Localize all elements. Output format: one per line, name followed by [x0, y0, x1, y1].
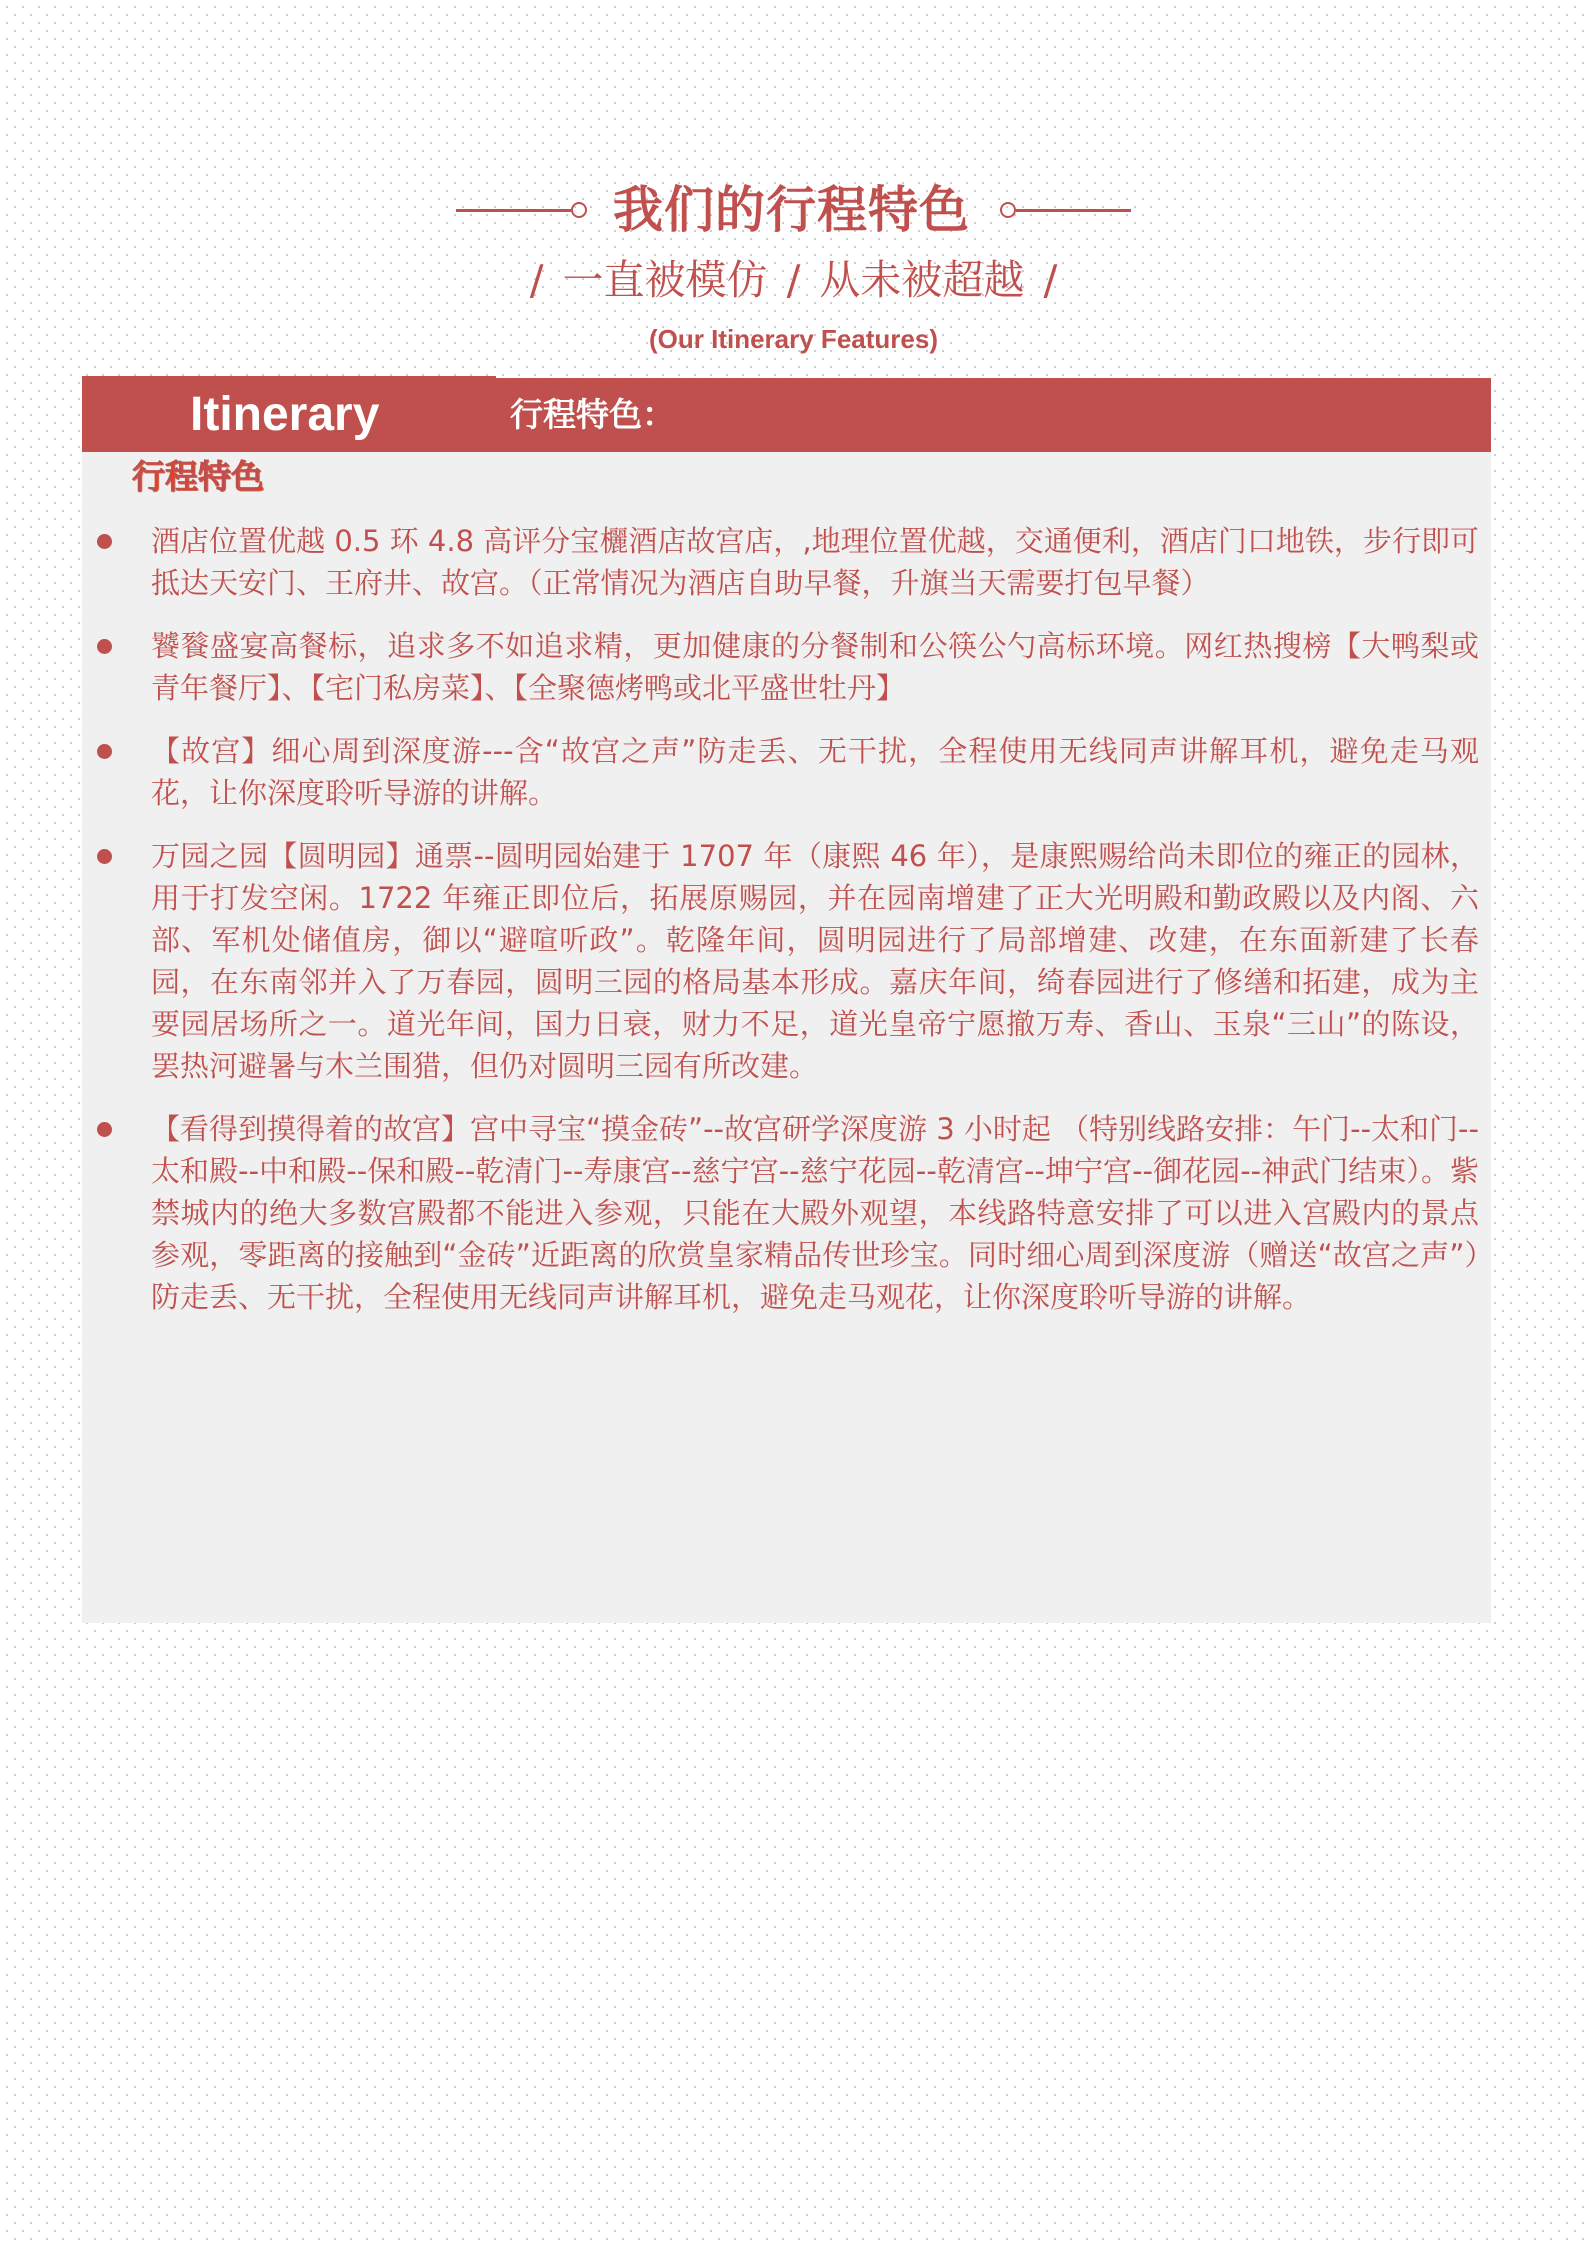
page-title-row	[0, 178, 1587, 242]
section-label: 行程特色	[132, 457, 264, 496]
circle-icon-right	[1000, 202, 1016, 218]
decorative-line-right	[1016, 209, 1131, 212]
circle-icon-left	[571, 202, 587, 218]
feature-list	[82, 520, 1491, 1339]
page-title: 我们的行程特色	[613, 181, 970, 239]
feature-text: 【看得到摸得着的故宫】宫中寻宝“摸金砖”--故宫研学深度游 3 小时起 （特别线路安排：午门--太和门--太和殿--中和殿--保和殿--乾清门--寿康宫--慈宁宫--慈宁花园--乾清宫--坤宁宫--御花园--神武门结束）。紫禁城内的绝大多数宫殿都不能进入参观，只能在大殿外观望，本线路特意安排了可以进入宫殿内的景点参观，零距离的接触到“金砖”近距离的欣赏皇家精品传世珍宝。同时细心周到深度游（赠送“故宫之声”）防走丢、无干扰，全程使用无线同声讲解耳机，避免走马观花，让你深度聆听导游的讲解。	[151, 1112, 1479, 1314]
bullet-dot-icon	[97, 639, 112, 654]
feature-text: 饕餮盛宴高餐标，追求多不如追求精，更加健康的分餐制和公筷公勺高标环境。网红热搜榜【大鸭梨或青年餐厅】、【宅门私房菜】、【全聚德烤鸭或北平盛世牡丹】	[151, 629, 1479, 705]
bullet-dot-icon	[97, 849, 112, 864]
itinerary-panel	[82, 378, 1491, 1623]
page-subtitle-english: (Our Itinerary Features)	[649, 324, 938, 354]
list-item	[82, 1108, 1491, 1318]
feature-text: 【故宫】细心周到深度游---含“故宫之声”防走丢、无干扰，全程使用无线同声讲解耳机，避免走马观花，让你深度聆听导游的讲解。	[151, 734, 1479, 810]
page-subtitle: / 一直被模仿 / 从未被超越 /	[529, 256, 1058, 304]
panel-header-english: Itinerary	[190, 388, 380, 441]
feature-text: 万园之园【圆明园】通票--圆明园始建于 1707 年（康熙 46 年），是康熙赐给尚未即位的雍正的园林，用于打发空闲。1722 年雍正即位后，拓展原赐园，并在园南增建了正大光明殿和勤政殿以及内阁、六部、军机处储值房，御以“避喧听政”。乾隆年间，圆明园进行了局部增建、改建，在东面新建了长春园，在东南邻并入了万春园，圆明三园的格局基本形成。嘉庆年间，绮春园进行了修缮和拓建，成为主要园居场所之一。道光年间，国力日衰，财力不足，道光皇帝宁愿撤万寿、香山、玉泉“三山”的陈设，罢热河避暑与木兰围猎，但仍对圆明三园有所改建。	[151, 839, 1479, 1083]
bullet-dot-icon	[97, 534, 112, 549]
list-item	[82, 625, 1491, 709]
feature-text: 酒店位置优越 0.5 环 4.8 高评分宝欐酒店故宫店，,地理位置优越，交通便利，酒店门口地铁，步行即可抵达天安门、王府井、故宫。（正常情况为酒店自助早餐，升旗当天需要打包早餐）	[151, 524, 1479, 600]
bullet-dot-icon	[97, 744, 112, 759]
list-item	[82, 730, 1491, 814]
list-item	[82, 520, 1491, 604]
panel-header-chinese: 行程特色：	[510, 395, 675, 434]
list-item	[82, 835, 1491, 1087]
panel-header-bar	[82, 378, 1491, 452]
decorative-line-left	[456, 209, 571, 212]
bullet-dot-icon	[97, 1122, 112, 1137]
